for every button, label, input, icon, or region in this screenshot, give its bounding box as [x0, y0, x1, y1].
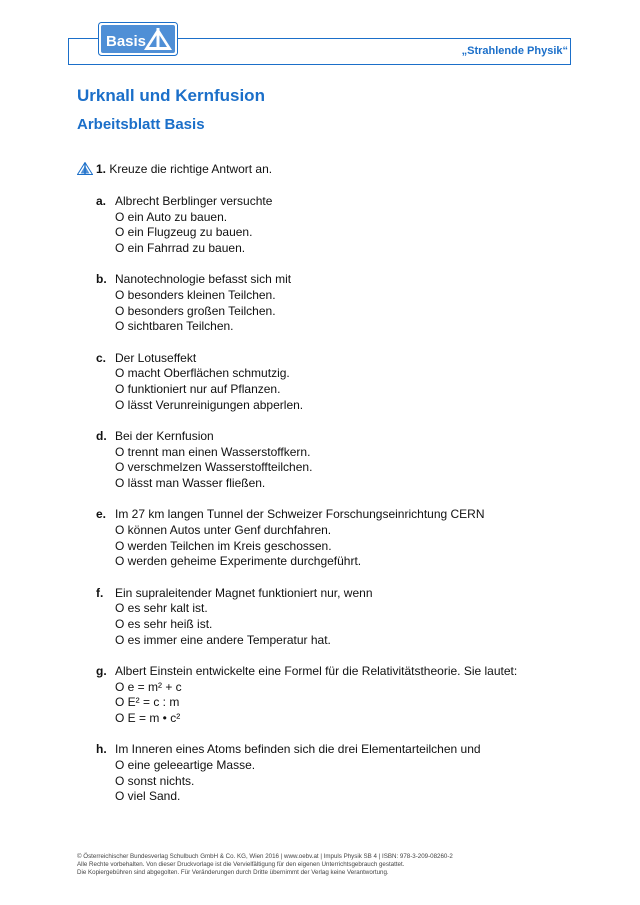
answer-option[interactable]: O können Autos unter Genf durchfahren. [115, 522, 332, 537]
answer-option[interactable]: O ein Auto zu bauen. [115, 209, 228, 224]
basis-level-icon [77, 162, 93, 175]
question-stem: Im 27 km langen Tunnel der Schweizer Forschungseinrichtung CERN [115, 507, 485, 522]
question-h [96, 742, 576, 805]
question-stem: Bei der Kernfusion [115, 428, 214, 443]
question-letter: f. [96, 585, 104, 600]
copyright-footer [77, 853, 577, 877]
answer-option[interactable]: O verschmelzen Wasserstoffteilchen. [115, 460, 313, 475]
answer-option[interactable]: O es sehr heiß ist. [115, 616, 213, 631]
basis-logo [98, 22, 178, 56]
answer-option[interactable]: O ein Fahrrad zu bauen. [115, 241, 246, 256]
question-stem: Der Lotuseffekt [115, 350, 197, 365]
footer-line: Alle Rechte vorbehalten. Von dieser Druckvorlage ist die Vervielfältigung für den eigenen Unterrichtsgebrauch gestattet. [77, 861, 405, 868]
answer-option[interactable]: O trennt man einen Wasserstoffkern. [115, 444, 311, 459]
page-subtitle: Arbeitsblatt Basis [77, 116, 205, 133]
question-g [96, 664, 576, 727]
answer-option[interactable]: O es immer eine andere Temperatur hat. [115, 632, 331, 647]
answer-option[interactable]: O lässt Verunreinigungen abperlen. [115, 397, 304, 412]
answer-option[interactable]: O sichtbaren Teilchen. [115, 319, 234, 334]
answer-option[interactable]: O viel Sand. [115, 789, 181, 804]
answer-option[interactable]: O ein Flugzeug zu bauen. [115, 225, 253, 240]
question-stem: Albert Einstein entwickelte eine Formel für die Relativitätstheorie. Sie lautet: [115, 663, 518, 678]
footer-line: © Österreichischer Bundesverlag Schulbuch GmbH & Co. KG, Wien 2016 | www.oebv.at | Impuls Physik SB 4 | ISBN: 978-3-209-08260-2 [77, 853, 453, 860]
question-letter: a. [96, 194, 107, 208]
page-title: Urknall und Kernfusion [77, 86, 265, 105]
answer-option[interactable]: O eine geleeartige Masse. [115, 757, 256, 772]
answer-option[interactable]: O macht Oberflächen schmutzig. [115, 366, 290, 381]
question-letter: g. [96, 663, 107, 678]
question-c [96, 351, 576, 414]
question-letter: b. [96, 272, 107, 287]
question-e [96, 507, 576, 570]
question-letter: h. [96, 742, 107, 757]
question-f [96, 586, 576, 649]
task-heading [77, 162, 272, 176]
question-stem: Im Inneren eines Atoms befinden sich die drei Elementarteilchen und [115, 742, 481, 757]
question-d [96, 429, 576, 492]
question-letter: d. [96, 428, 107, 443]
question-list [96, 194, 576, 821]
answer-option[interactable]: O besonders kleinen Teilchen. [115, 288, 276, 303]
question-stem: Ein supraleitender Magnet funktioniert nur, wenn [115, 585, 373, 600]
answer-option[interactable]: O E² = c : m [115, 695, 180, 710]
answer-option[interactable]: O es sehr kalt ist. [115, 601, 208, 616]
answer-option[interactable]: O werden geheime Experimente durchgeführt. [115, 554, 362, 569]
task-instruction: Kreuze die richtige Antwort an. [109, 162, 273, 176]
answer-option[interactable]: O besonders großen Teilchen. [115, 303, 276, 318]
answer-option[interactable]: O e = m² + c [115, 679, 182, 694]
answer-option[interactable]: O funktioniert nur auf Pflanzen. [115, 382, 281, 397]
question-letter: c. [96, 350, 107, 365]
question-stem: Albrecht Berblinger versuchte [115, 194, 273, 208]
logo-text: Basis [106, 33, 147, 50]
question-a [96, 194, 576, 257]
footer-line: Die Kopiergebühren sind abgegolten. Für Veränderungen durch Dritte übernimmt der Verlag keine Verantwortung. [77, 869, 389, 876]
answer-option[interactable]: O lässt man Wasser fließen. [115, 476, 266, 491]
answer-option[interactable]: O sonst nichts. [115, 773, 195, 788]
question-stem: Nanotechnologie befasst sich mit [115, 272, 292, 287]
answer-option[interactable]: O werden Teilchen im Kreis geschossen. [115, 538, 332, 553]
question-b [96, 272, 576, 335]
answer-option[interactable]: O E = m • c² [115, 710, 181, 725]
series-title: „Strahlende Physik“ [461, 45, 568, 57]
question-letter: e. [96, 507, 107, 522]
task-number: 1. [96, 162, 107, 176]
